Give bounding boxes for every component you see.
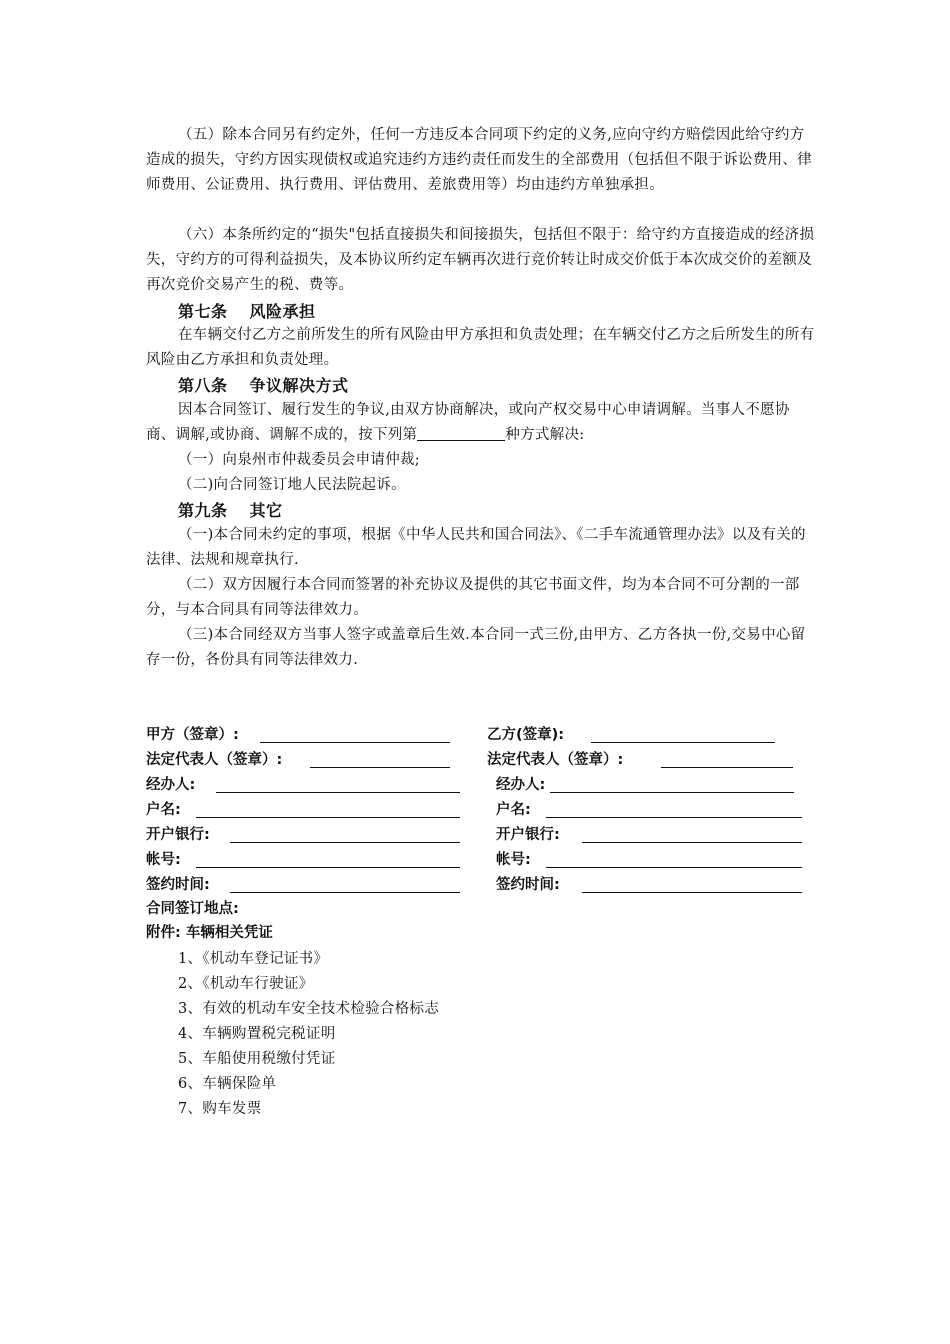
sign-place: 合同签订地点:	[146, 901, 239, 917]
account-name-a: 户名:	[146, 798, 181, 823]
legal-rep-b-signature-line[interactable]	[661, 767, 793, 768]
article-9-heading: 第九条 其它	[178, 501, 283, 520]
sign-time-a-line[interactable]	[230, 892, 460, 893]
legal-rep-a-signature-line[interactable]	[310, 767, 450, 768]
account-name-b: 户名:	[496, 798, 531, 823]
article-9-item-3: （三)本合同经双方当事人签字或盖章后生效.本合同一式三份,由甲方、乙方各执一份,交易中心留存一份，各份具有同等法律效力.	[146, 627, 806, 668]
attachment-item: 2、《机动车行驶证》	[178, 976, 314, 992]
bank-b: 开户银行:	[496, 823, 560, 848]
article-7-heading: 第七条 风险承担	[178, 302, 316, 321]
bank-b-line[interactable]	[582, 842, 802, 843]
attachment-item: 6、车辆保险单	[178, 1076, 277, 1092]
article-8-body: 因本合同签订、履行发生的争议,由双方协商解决，或向产权交易中心申请调解。当事人不愿协商、调解,或协商、调解不成的，按下列第 种方式解决:	[146, 402, 790, 443]
article-7-body: 在车辆交付乙方之前所发生的所有风险由甲方承担和负责处理；在车辆交付乙方之后所发生的所有风险由乙方承担和负责处理。	[146, 327, 815, 368]
account-no-a: 帐号:	[146, 848, 181, 873]
attachment-item: 7、购车发票	[178, 1101, 262, 1117]
sign-time-a: 签约时间:	[146, 873, 210, 898]
article-8-option-1: （一）向泉州市仲裁委员会申请仲裁;	[178, 452, 420, 468]
article-9-item-2: （二）双方因履行本合同而签署的补充协议及提供的其它书面文件，均为本合同不可分割的一部分，与本合同具有同等法律效力。	[146, 577, 800, 618]
article-8-option-2: （二)向合同签订地人民法院起诉。	[178, 477, 406, 493]
article-8-heading: 第八条 争议解决方式	[178, 376, 349, 395]
account-no-b: 帐号:	[496, 848, 531, 873]
agent-a-line[interactable]	[216, 792, 460, 793]
bank-a-line[interactable]	[230, 842, 460, 843]
attachment-item: 3、有效的机动车安全技术检验合格标志	[178, 1001, 440, 1017]
account-name-a-line[interactable]	[196, 817, 460, 818]
clause-5-paragraph: （五）除本合同另有约定外，任何一方违反本合同项下约定的义务,应向守约方赔偿因此给守约方造成的损失，守约方因实现债权或追究违约方违约责任而发生的全部费用（包括但不限于诉讼费用、律师费用、公证费用、执行费用、评估费用、差旅费用等）均由违约方单独承担。	[146, 127, 812, 193]
agent-b: 经办人:	[496, 773, 545, 798]
article-9-item-1: （一)本合同未约定的事项，根据《中华人民共和国合同法》、《二手车流通管理办法》以及有关的法律、法规和规章执行.	[146, 527, 806, 568]
attachment-item: 4、车辆购置税完税证明	[178, 1026, 336, 1042]
account-no-b-line[interactable]	[546, 867, 802, 868]
party-b-signature-line[interactable]	[591, 742, 775, 743]
bank-a: 开户银行:	[146, 823, 210, 848]
agent-a: 经办人:	[146, 773, 195, 798]
sign-time-b-line[interactable]	[582, 892, 802, 893]
clause-6-paragraph: （六）本条所约定的“损失"包括直接损失和间接损失，包括但不限于：给守约方直接造成的经济损失，守约方的可得利益损失，及本协议所约定车辆再次进行竞价转让时成交价低于本次成交价的差额及再次竞价交易产生的税、费等。	[146, 227, 815, 293]
attachment-item: 5、车船使用税缴付凭证	[178, 1051, 336, 1067]
party-b-signature: 乙方(签章):	[487, 723, 564, 748]
party-a-signature-line[interactable]	[260, 742, 450, 743]
attachments-title: 附件: 车辆相关凭证	[146, 925, 273, 941]
account-name-b-line[interactable]	[546, 817, 802, 818]
method-number-blank	[417, 426, 505, 441]
attachment-item: 1、《机动车登记证书》	[178, 951, 329, 967]
legal-rep-a-signature: 法定代表人（签章）:	[146, 748, 282, 773]
account-no-a-line[interactable]	[196, 867, 460, 868]
party-a-signature: 甲方（签章）:	[146, 723, 239, 748]
sign-time-b: 签约时间:	[496, 873, 560, 898]
agent-b-line[interactable]	[550, 792, 794, 793]
legal-rep-b-signature: 法定代表人（签章）:	[487, 748, 623, 773]
